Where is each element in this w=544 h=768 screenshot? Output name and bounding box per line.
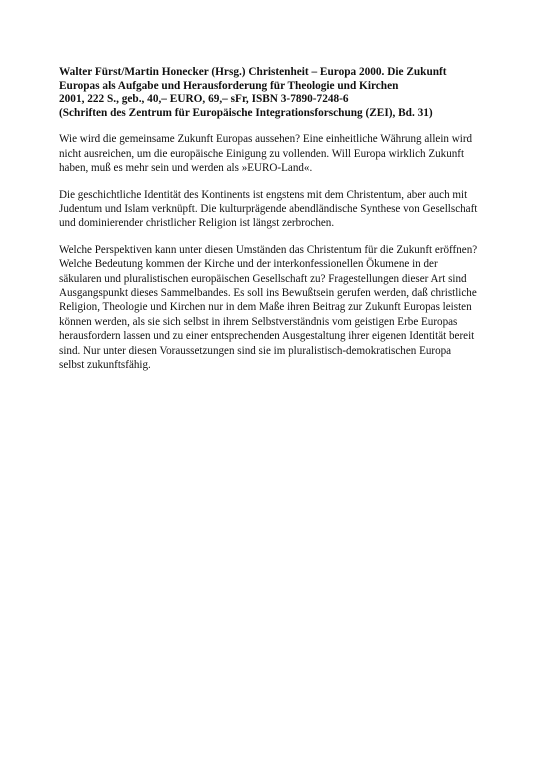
paragraph-line: nicht ausreichen, um die europäische Einigung zu vollenden. Will Europa wirklich Zukunft (59, 147, 465, 160)
paragraph-line: Judentum und Islam verknüpft. Die kulturprägende abendländische Synthese von Gesellschaft (59, 203, 478, 215)
paragraph-line: Welche Perspektiven kann unter diesen Umständen das Christentum für die Zukunft eröffnen? (59, 243, 478, 256)
paragraph-line: herausfordern lassen und zu einer entsprechenden Ausgestaltung ihrer eigenen Identität bereit (59, 330, 475, 343)
paragraph-line: Welche Bedeutung kommen der Kirche und der interkonfessionellen Ökumene in der (59, 258, 438, 271)
header-line-authors-title: Walter Fürst/Martin Honecker (Hrsg.) Christenheit – Europa 2000. Die Zukunft (59, 66, 447, 78)
paragraph-3 (59, 243, 487, 373)
book-citation-header (59, 66, 487, 120)
paragraph-line: säkularen und pluralistischen europäischen Gesellschaft zu? Fragestellungen dieser Art sind (59, 272, 467, 285)
header-line-subtitle: Europas als Aufgabe und Herausforderung für Theologie und Kirchen (59, 79, 399, 92)
header-line-publication-details: 2001, 222 S., geb., 40,– EURO, 69,– sFr, ISBN 3-7890-7248-6 (59, 93, 349, 106)
paragraph-line: und dominierender christlicher Religion ist längst zerbrochen. (59, 217, 335, 230)
paragraph-1 (59, 132, 487, 175)
paragraph-line: Ausgangspunkt dieses Sammelbandes. Es soll ins Bewußtsein gerufen werden, daß christliche (59, 287, 477, 300)
paragraph-line: sind. Nur unter diesen Voraussetzungen sind sie im pluralistisch-demokratischen Europa (59, 344, 452, 357)
paragraph-line: haben, muß es mehr sein und werden als »EURO-Land«. (59, 162, 313, 175)
paragraph-2 (59, 188, 487, 231)
document-page (59, 66, 487, 372)
paragraph-line: selbst zukunftsfähig. (59, 359, 151, 372)
paragraph-line: können werden, als sie sich selbst in ihrem Selbstverständnis vom geistigen Erbe Europas (59, 315, 458, 328)
header-line-series: (Schriften des Zentrum für Europäische Integrationsforschung (ZEI), Bd. 31) (59, 106, 433, 119)
paragraph-line: Die geschichtliche Identität des Kontinents ist engstens mit dem Christentum, aber auch mit (59, 188, 468, 201)
paragraph-line: Religion, Theologie und Kirchen nur in dem Maße ihren Beitrag zur Zukunft Europas leisten (59, 301, 472, 314)
paragraph-line: Wie wird die gemeinsame Zukunft Europas aussehen? Eine einheitliche Währung allein wird (59, 133, 473, 146)
